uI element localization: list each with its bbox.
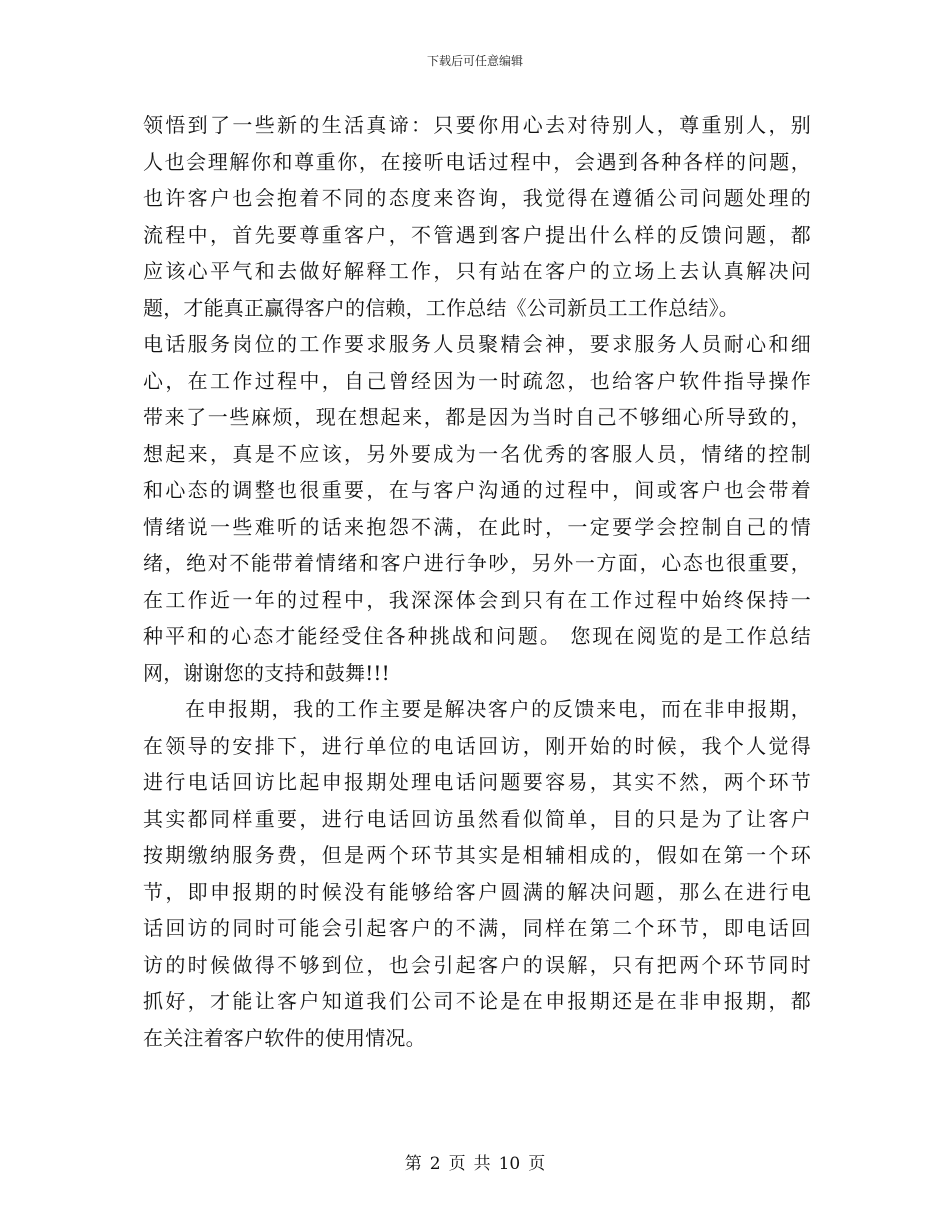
text-line: 话回访的同时可能会引起客户的不满，同样在第二个环节，即电话回: [143, 916, 811, 940]
text-line: 按期缴纳服务费，但是两个环节其实是相辅相成的，假如在第一个环: [143, 843, 811, 867]
text-line: 心，在工作过程中，自己曾经因为一时疏忽，也给客户软件指导操作: [143, 368, 811, 393]
text-line: 种平和的心态才能经受住各种挑战和问题。 您现在阅览的是工作总结: [143, 624, 811, 648]
paragraph-1: [143, 107, 811, 691]
page-header-note: 下载后可任意编辑: [426, 54, 523, 68]
text-line: 在工作近一年的过程中，我深深体会到只有在工作过程中始终保持一: [143, 587, 811, 612]
text-line: 流程中，首先要尊重客户，不管遇到客户提出什么样的反馈问题，都: [143, 222, 811, 247]
text-line: 网，谢谢您的支持和鼓舞!!!: [143, 660, 390, 685]
current-page-number: 2: [429, 1154, 441, 1174]
text-line: 节，即申报期的时候没有能够给客户圆满的解决问题，那么在进行电: [143, 879, 811, 904]
text-line: 应该心平气和去做好解释工作，只有站在客户的立场上去认真解决问: [143, 259, 811, 283]
text-line: 进行电话回访比起申报期处理电话问题要容易，其实不然，两个环节: [143, 770, 811, 794]
text-line: 带来了一些麻烦，现在想起来，都是因为当时自己不够细心所导致的，: [143, 405, 811, 429]
text-line: 抓好，才能让客户知道我们公司不论是在申报期还是在非申报期，都: [143, 989, 811, 1013]
text-line: 电话服务岗位的工作要求服务人员聚精会神，要求服务人员耐心和细: [143, 332, 811, 356]
text-line: 访的时候做得不够到位，也会引起客户的误解，只有把两个环节同时: [143, 952, 811, 977]
text-line: 在领导的安排下，进行单位的电话回访，刚开始的时候，我个人觉得: [143, 733, 811, 758]
page-number-footer: [0, 1153, 950, 1175]
text-line: 领悟到了一些新的生活真谛：只要你用心去对待别人，尊重别人，别: [143, 113, 811, 137]
text-line: 绪，绝对不能带着情绪和客户进行争吵，另外一方面，心态也很重要，: [143, 551, 811, 575]
text-line: 情绪说一些难听的话来抱怨不满，在此时，一定要学会控制自己的情: [143, 514, 811, 539]
paragraph-2: [143, 691, 811, 1056]
text-line: 想起来，真是不应该，另外要成为一名优秀的客服人员，情绪的控制: [143, 441, 811, 466]
text-line: 其实都同样重要，进行电话回访虽然看似简单，目的只是为了让客户: [143, 806, 811, 831]
text-line: 也许客户也会抱着不同的态度来咨询，我觉得在遵循公司问题处理的: [143, 186, 811, 210]
text-line: 题，才能真正赢得客户的信赖，工作总结《公司新员工工作总结》。: [143, 295, 739, 320]
text-line: 和心态的调整也很重要，在与客户沟通的过程中，间或客户也会带着: [143, 478, 811, 502]
footer-suffix: 页: [528, 1154, 546, 1174]
text-line: 人也会理解你和尊重你，在接听电话过程中，会遇到各种各样的问题，: [143, 149, 811, 174]
text-line: 在关注着客户软件的使用情况。: [143, 1025, 426, 1050]
footer-page-word: 页: [448, 1154, 466, 1174]
document-body: [143, 107, 811, 1056]
total-pages-number: 10: [498, 1154, 521, 1174]
text-line: 在申报期，我的工作主要是解决客户的反馈来电，而在非申报期，: [185, 697, 811, 721]
footer-total-word: 共: [473, 1154, 491, 1174]
footer-prefix: 第: [404, 1154, 422, 1174]
